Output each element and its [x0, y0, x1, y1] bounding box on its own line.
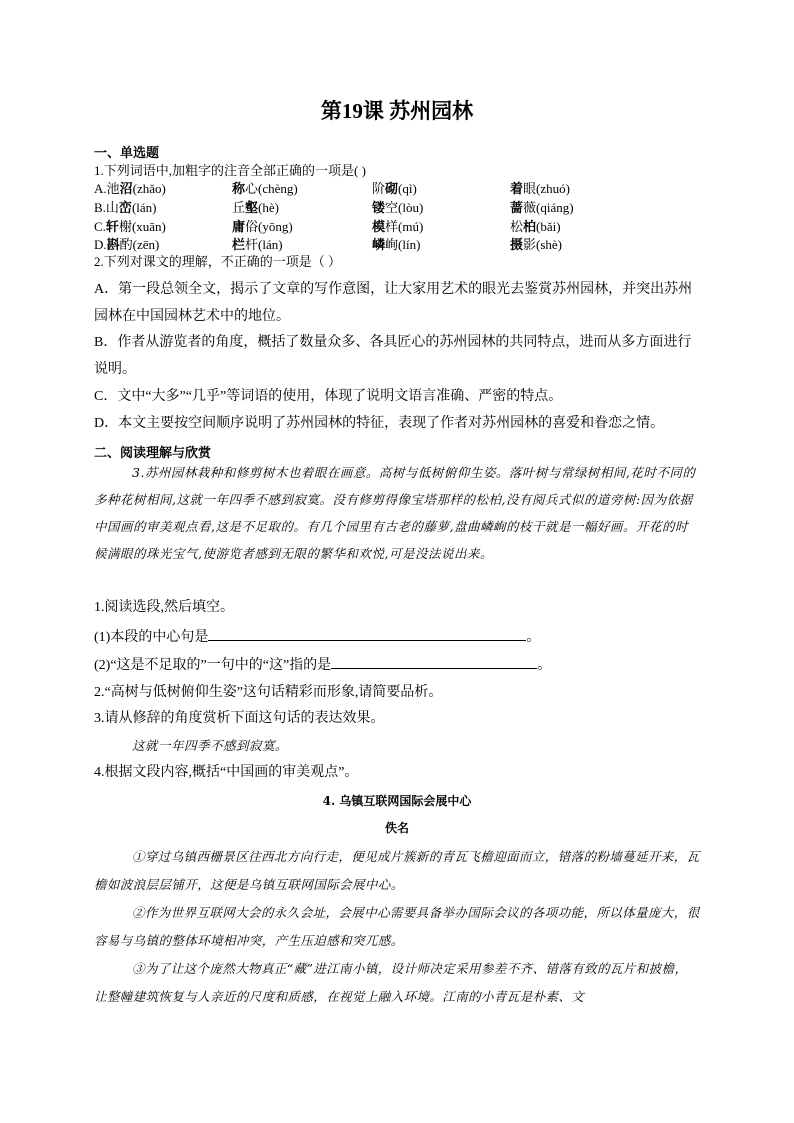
- option-bold-char: 蔷: [510, 200, 524, 215]
- article-4-paragraph-2: ②作为世界互联网大会的永久会址，会展中心需要具备举办国际会议的各项功能，所以体量庞大，很容易与乌镇的整体环境相冲突，产生压迫感和突兀感。: [94, 905, 700, 948]
- option-bold-char: 壑: [245, 200, 259, 215]
- option-cell: [372, 180, 417, 198]
- option-text-post: 眼(zhuó): [523, 181, 570, 196]
- question-2-stem: 2.下列对课文的理解，不正确的一项是（ ）: [94, 254, 342, 269]
- option-bold-char: 峦: [118, 200, 132, 215]
- option-text-post: 榭(xuān): [118, 219, 166, 234]
- option-cell: [510, 180, 570, 198]
- option-text-pre: B.山: [94, 200, 119, 215]
- option-cell: [232, 199, 279, 217]
- option-row: [94, 199, 700, 217]
- option-text-post: (lán): [131, 200, 157, 215]
- option-bold-char: 沼: [119, 181, 133, 196]
- question-2-option-d: D．本文主要按空间顺序说明了苏州园林的特征，表现了作者对苏州园林的喜爱和眷恋之情。: [94, 416, 665, 431]
- option-text-post: 样(mú): [385, 219, 424, 234]
- option-cell: [510, 218, 561, 236]
- option-bold-char: 着: [510, 181, 524, 196]
- question-2-option-c: C．文中“大多”“几乎”等词语的使用，体现了说明文语言准确、严密的特点。: [94, 389, 563, 404]
- option-text-post: 俗(yōng): [245, 219, 293, 234]
- option-cell: [510, 199, 574, 217]
- option-cell: [510, 236, 562, 254]
- option-text-pre: C.: [94, 219, 106, 234]
- subquestion-3: 3.请从修辞的角度赏析下面这句话的表达效果。: [94, 711, 385, 726]
- option-text-pre: D.: [94, 237, 107, 252]
- option-text-post: 薇(qiáng): [523, 200, 574, 215]
- subquestion-1a-end: 。: [526, 630, 541, 645]
- subquestion-2: 2.“高树与低树俯仰生姿”这句话精彩而形象,请简要品析。: [94, 685, 443, 700]
- option-text-post: 空(lòu): [385, 200, 424, 215]
- option-cell: [372, 199, 423, 217]
- option-bold-char: 柏: [523, 219, 537, 234]
- option-text-pre: 丘: [232, 200, 246, 215]
- option-bold-char: 轩: [105, 219, 119, 234]
- option-cell: [232, 236, 283, 254]
- option-text-post: (zhǎo): [132, 181, 166, 196]
- option-bold-char: 庸: [232, 219, 246, 234]
- option-text-post: 心(chèng): [245, 181, 298, 196]
- option-text-post: 峋(lín): [385, 237, 421, 252]
- option-cell: [94, 199, 156, 217]
- article-4-title: 4. 乌镇互联网国际会展中心: [322, 794, 472, 808]
- subquestion-1a: [94, 624, 700, 651]
- option-row: [94, 236, 700, 254]
- question-2-option-b: B．作者从游览者的角度，概括了数量众多、各具匠心的苏州园林的共同特点，进而从多方面进行说明。: [94, 335, 692, 377]
- subquestion-1b-end: 。: [537, 658, 552, 673]
- option-text-pre: 阶: [372, 181, 386, 196]
- option-cell: [372, 236, 420, 254]
- option-text-pre: 松: [510, 219, 524, 234]
- option-cell: [232, 180, 298, 198]
- subquestion-1a-text: (1)本段的中心句是: [94, 630, 209, 645]
- option-row: [94, 218, 700, 236]
- article-4-paragraph-3: ③为了让这个庞然大物真正“藏”进江南小镇，设计师决定采用参差不齐、错落有致的瓦片和披檐，让整幢建筑恢复与人亲近的尺度和质感，在视觉上融入环境。江南的小青瓦是朴素、文: [94, 961, 688, 1004]
- option-cell: [94, 236, 159, 254]
- subquestion-1b-text: (2)“这是不足取的”一句中的“这”指的是: [94, 658, 332, 673]
- option-bold-char: 摄: [510, 237, 524, 252]
- article-4-paragraph-1: ①穿过乌镇西栅景区往西北方向行走，便见成片簇新的青瓦飞檐迎面而立，错落的粉墙蔓延开来，瓦檐如波浪层层铺开，这便是乌镇互联网国际会展中心。: [94, 849, 700, 892]
- option-text-pre: A.池: [94, 181, 120, 196]
- option-bold-char: 砌: [385, 181, 399, 196]
- option-text-post: (bǎi): [536, 219, 561, 234]
- option-bold-char: 称: [232, 181, 246, 196]
- option-text-post: 酌(zēn): [119, 237, 160, 252]
- option-cell: [232, 218, 293, 236]
- option-bold-char: 模: [372, 219, 386, 234]
- subquestion-4: 4.根据文段内容,概括“中国画的审美观点”。: [94, 765, 359, 780]
- option-bold-char: 嶙: [372, 237, 386, 252]
- option-text-post: (qì): [398, 181, 417, 196]
- subquestion-1: 1.阅读选段,然后填空。: [94, 600, 234, 615]
- option-cell: [372, 218, 423, 236]
- question-1-stem: 1.下列词语中,加粗字的注音全部正确的一项是( ): [94, 163, 366, 178]
- option-bold-char: 栏: [232, 237, 246, 252]
- subquestion-3-quote: 这就一年四季不感到寂寞。: [132, 738, 289, 753]
- question-2-option-a: A．第一段总领全文，揭示了文章的写作意图，让大家用艺术的眼光去鉴赏苏州园林，并突出苏州园林在中国园林艺术中的地位。: [94, 282, 693, 324]
- article-4-author: 佚名: [384, 821, 409, 835]
- answer-blank-1b[interactable]: [331, 654, 537, 669]
- option-bold-char: 镂: [372, 200, 386, 215]
- section-heading-single-choice: 一、单选题: [94, 145, 160, 160]
- option-text-post: 影(shè): [523, 237, 563, 252]
- section-heading-reading: 二、阅读理解与欣赏: [94, 445, 212, 460]
- option-text-post: (hè): [258, 200, 279, 215]
- option-cell: [94, 180, 166, 198]
- option-bold-char: 斟: [106, 237, 120, 252]
- answer-blank-1a[interactable]: [208, 626, 526, 641]
- option-text-post: 杆(lán): [245, 237, 283, 252]
- page-title: 第19课 苏州园林: [320, 99, 474, 123]
- reading-passage-3: 3.苏州园林栽种和修剪树木也着眼在画意。高树与低树俯仰生姿。落叶树与常绿树相间,花时不同的多种花树相间,这就一年四季不感到寂寞。没有修剪得像宝塔那样的松柏,没有阅兵式似的道旁树:因为依据中国画的审美观点看,这是不足取的。有几个园里有古老的藤萝,盘曲嶙峋的枝干就是一幅好画。开花的时候满眼的珠光宝气,使游览者感到无限的繁华和欢悦,可是没法说出来。: [94, 465, 696, 561]
- option-cell: [94, 218, 166, 236]
- subquestion-1b: [94, 652, 700, 679]
- option-row: [94, 180, 700, 198]
